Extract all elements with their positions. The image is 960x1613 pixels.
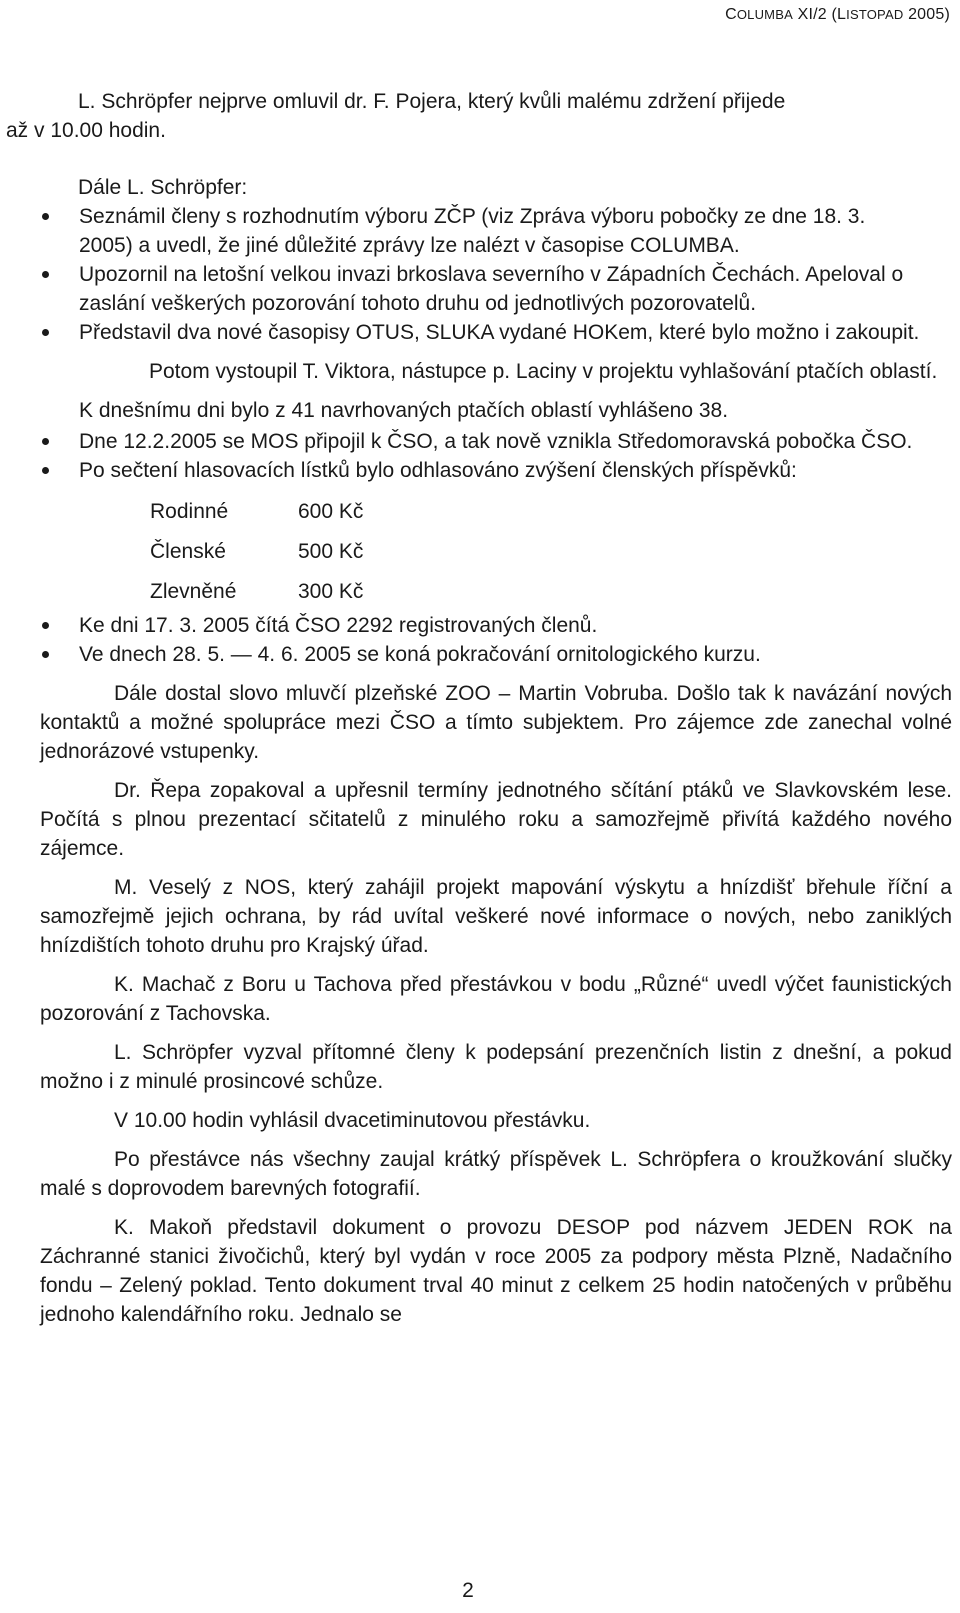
page-body	[0, 87, 960, 1329]
paragraph: V 10.00 hodin vyhlásil dvacetiminutovou přestávku.	[114, 1109, 591, 1132]
header-part: C	[725, 6, 737, 23]
fee-value: 600 Kč	[298, 499, 364, 523]
fee-row	[0, 531, 960, 571]
fee-name: Zlevněné	[150, 579, 237, 603]
header-part: ISTOPAD	[846, 7, 904, 22]
fee-value: 300 Kč	[298, 579, 364, 603]
fee-row	[0, 571, 960, 611]
paragraph: K. Makoň představil dokument o provozu DESOP pod názvem JEDEN ROK na Záchranné stanici živočichů, který byl vydán v roce 2005 za podpory města Plzně, Nadačního fondu – Zelený poklad. Tento dokument trval 40 minut z celkem 25 hodin natočených v průběhu jednoho kalendářního roku. Jednalo se	[40, 1216, 952, 1326]
fees-table	[0, 491, 960, 611]
paragraph: Dále dostal slovo mluvčí plzeňské ZOO – Martin Vobruba. Došlo tak k navázání nových kontaktů a možné spolupráce mezi ČSO a tímto subjektem. Pro zájemce zde zanechal volné jednorázové vstupenky.	[40, 682, 952, 763]
viktora-bullets	[0, 427, 960, 485]
list-item: Dne 12.2.2005 se MOS připojil k ČSO, a tak nově vznikla Středomoravská pobočka ČSO.	[0, 427, 921, 456]
list-item: Ve dnech 28. 5. — 4. 6. 2005 se koná pokračování ornitologického kurzu.	[0, 640, 921, 669]
header-part: OLUMBA	[736, 7, 793, 22]
viktora-paragraph: Potom vystoupil T. Viktora, nástupce p. Laciny v projektu vyhlašování ptačích oblastí.	[149, 360, 938, 383]
fee-row	[0, 491, 960, 531]
schropfer-bullets	[0, 202, 960, 347]
page-number: 2	[462, 1579, 474, 1602]
paragraph: L. Schröpfer vyzval přítomné členy k podepsání prezenčních listin z dnešní, a pokud možno i z minulé prosincové schůze.	[40, 1041, 952, 1093]
fee-value: 500 Kč	[298, 539, 364, 563]
viktora-bullets-2	[0, 611, 960, 669]
list-item: Po sečtení hlasovacích lístků bylo odhlasováno zvýšení členských příspěvků:	[0, 456, 921, 485]
list-item: Upozornil na letošní velkou invazi brkoslava severního v Západních Čechách. Apeloval o zaslání veškerých pozorování tohoto druhu od jednotlivých pozorovatelů.	[0, 260, 921, 318]
intro-line-1: L. Schröpfer nejprve omluvil dr. F. Pojera, který kvůli malému zdržení přijede	[78, 90, 786, 113]
paragraph: K. Machač z Boru u Tachova před přestávkou v bodu „Různé“ uvedl výčet faunistických pozorování z Tachovska.	[40, 973, 952, 1025]
schropfer-heading: Dále L. Schröpfer:	[78, 176, 248, 199]
paragraph: Po přestávce nás všechny zaujal krátký příspěvek L. Schröpfera o kroužkování slučky malé s doprovodem barevných fotografií.	[40, 1148, 952, 1200]
intro-line-2: až v 10.00 hodin.	[6, 119, 166, 142]
paragraph: M. Veselý z NOS, který zahájil projekt mapování výskytu a hnízdišť břehule říční a samozřejmě jejich ochrana, by rád uvítal veškeré nové informace o nových, nebo zaniklých hnízdištích tohoto druhu pro Krajský úřad.	[40, 876, 952, 957]
paragraph: Dr. Řepa zopakoval a upřesnil termíny jednotného sčítání ptáků ve Slavkovském lese. Počítá s plnou prezentací sčitatelů z minulého roku a samozřejmě přivítá každého nového zájemce.	[40, 779, 952, 860]
fee-name: Rodinné	[150, 499, 229, 523]
header-part: XI/2 (L	[792, 6, 847, 23]
list-item: Představil dva nové časopisy OTUS, SLUKA vydané HOKem, které bylo možno i zakoupit.	[0, 318, 921, 347]
running-header	[725, 4, 950, 26]
list-item: Seznámil členy s rozhodnutím výboru ZČP (viz Zpráva výboru pobočky ze dne 18. 3. 2005) a uvedl, že jiné důležité zprávy lze nalézt v časopise COLUMBA.	[0, 202, 921, 260]
header-part: 2005)	[903, 6, 950, 23]
list-item: Ke dni 17. 3. 2005 čítá ČSO 2292 registrovaných členů.	[0, 611, 921, 640]
fee-name: Členské	[150, 539, 226, 563]
viktora-note: K dnešnímu dni bylo z 41 navrhovaných ptačích oblastí vyhlášeno 38.	[79, 399, 729, 422]
